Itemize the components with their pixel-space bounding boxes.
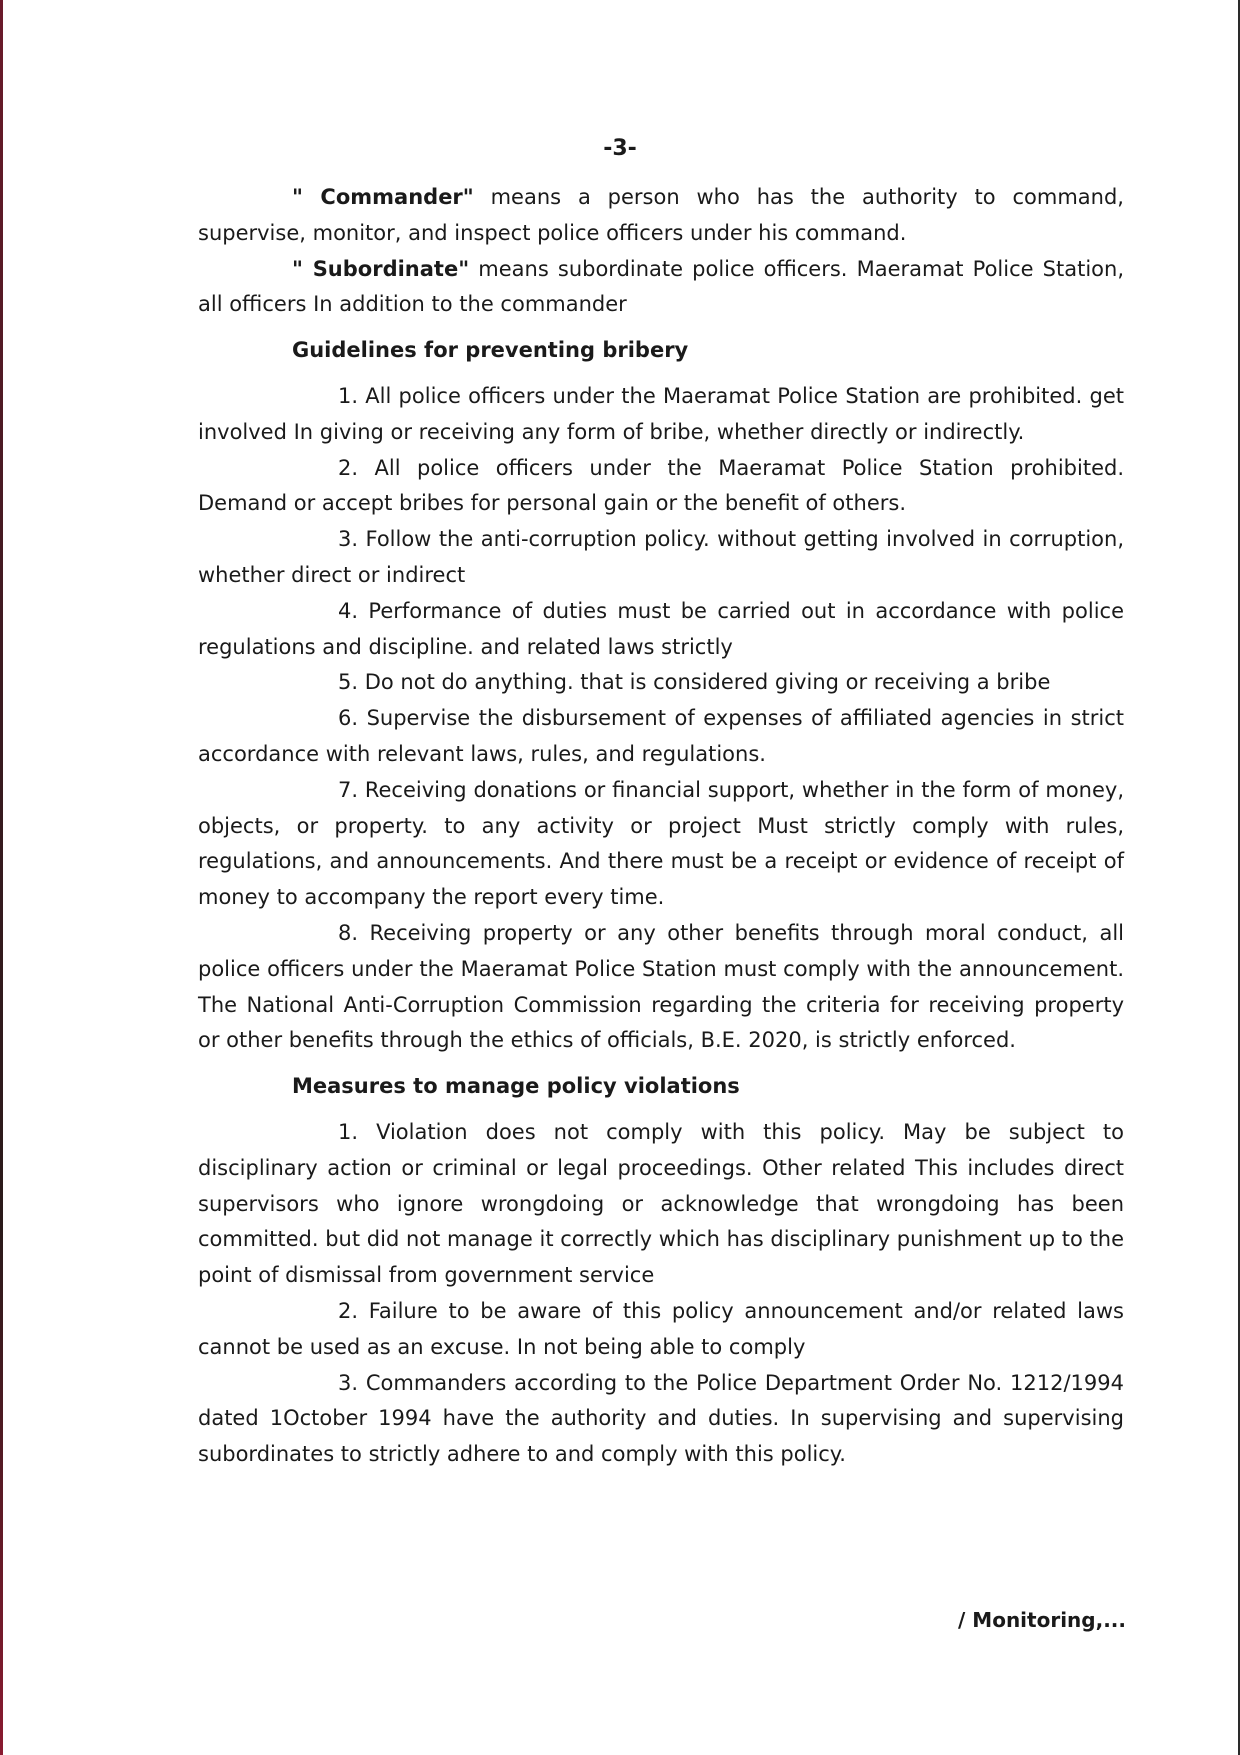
page-number: -3- [603, 136, 637, 161]
definition-text: means subordinate police officers. Maeramat Police Station, all officers In addition to the commander [198, 256, 1124, 317]
definition-term: " Commander" [292, 185, 474, 209]
definition-commander [198, 180, 1124, 252]
list-item: 3. Commanders according to the Police Department Order No. 1212/1994 dated 1October 1994 have the authority and duties. In supervising and supervising subordinates to strictly adhere to and comply with this policy. [198, 1370, 1124, 1467]
list-item: 2. Failure to be aware of this policy announcement and/or related laws cannot be used as an excuse. In not being able to comply [198, 1298, 1124, 1359]
definition-text: means a person who has the authority to command, supervise, monitor, and inspect police officers under his command. [198, 185, 1124, 245]
list-item: 2. All police officers under the Maeramat Police Station prohibited. Demand or accept bribes for personal gain or the benefit of others. [198, 455, 1124, 516]
continuation-footer: / Monitoring,... [958, 1608, 1126, 1632]
section-title-bribery: Guidelines for preventing bribery [292, 338, 689, 363]
list-item: 5. Do not do anything. that is considered giving or receiving a bribe [338, 670, 1051, 695]
section-title-violations: Measures to manage policy violations [292, 1074, 740, 1099]
list-item: 6. Supervise the disbursement of expenses of affiliated agencies in strict accordance with relevant laws, rules, and regulations. [198, 706, 1124, 766]
list-item: 7. Receiving donations or financial support, whether in the form of money, objects, or property. to any activity or project Must strictly comply with rules, regulations, and announcements. And there must be a receipt or evidence of receipt of money to accompany the report every time. [198, 777, 1124, 910]
list-item: 8. Receiving property or any other benefits through moral conduct, all police officers under the Maeramat Police Station must comply with the announcement. The National Anti-Corruption Commission regarding the criteria for receiving property or other benefits through the ethics of officials, B.E. 2020, is strictly enforced. [198, 920, 1124, 1053]
page-left-edge [0, 0, 3, 1755]
list-item: 3. Follow the anti-corruption policy. without getting involved in corruption, whether direct or indirect [198, 527, 1124, 587]
definition-term: " Subordinate" [292, 256, 470, 281]
list-item: 1. All police officers under the Maeramat Police Station are prohibited. get involved In giving or receiving any form of bribe, whether directly or indirectly. [198, 383, 1124, 444]
list-item: 4. Performance of duties must be carried out in accordance with police regulations and discipline. and related laws strictly [198, 598, 1124, 659]
definition-subordinate [198, 252, 1124, 324]
list-item: 1. Violation does not comply with this policy. May be subject to disciplinary action or criminal or legal proceedings. Other related This includes direct supervisors who ignore wrongdoing or acknowledge that wrongdoing has been committed. but did not manage it correctly which has disciplinary punishment up to the point of dismissal from government service [198, 1119, 1124, 1288]
document-body [198, 180, 1124, 1473]
